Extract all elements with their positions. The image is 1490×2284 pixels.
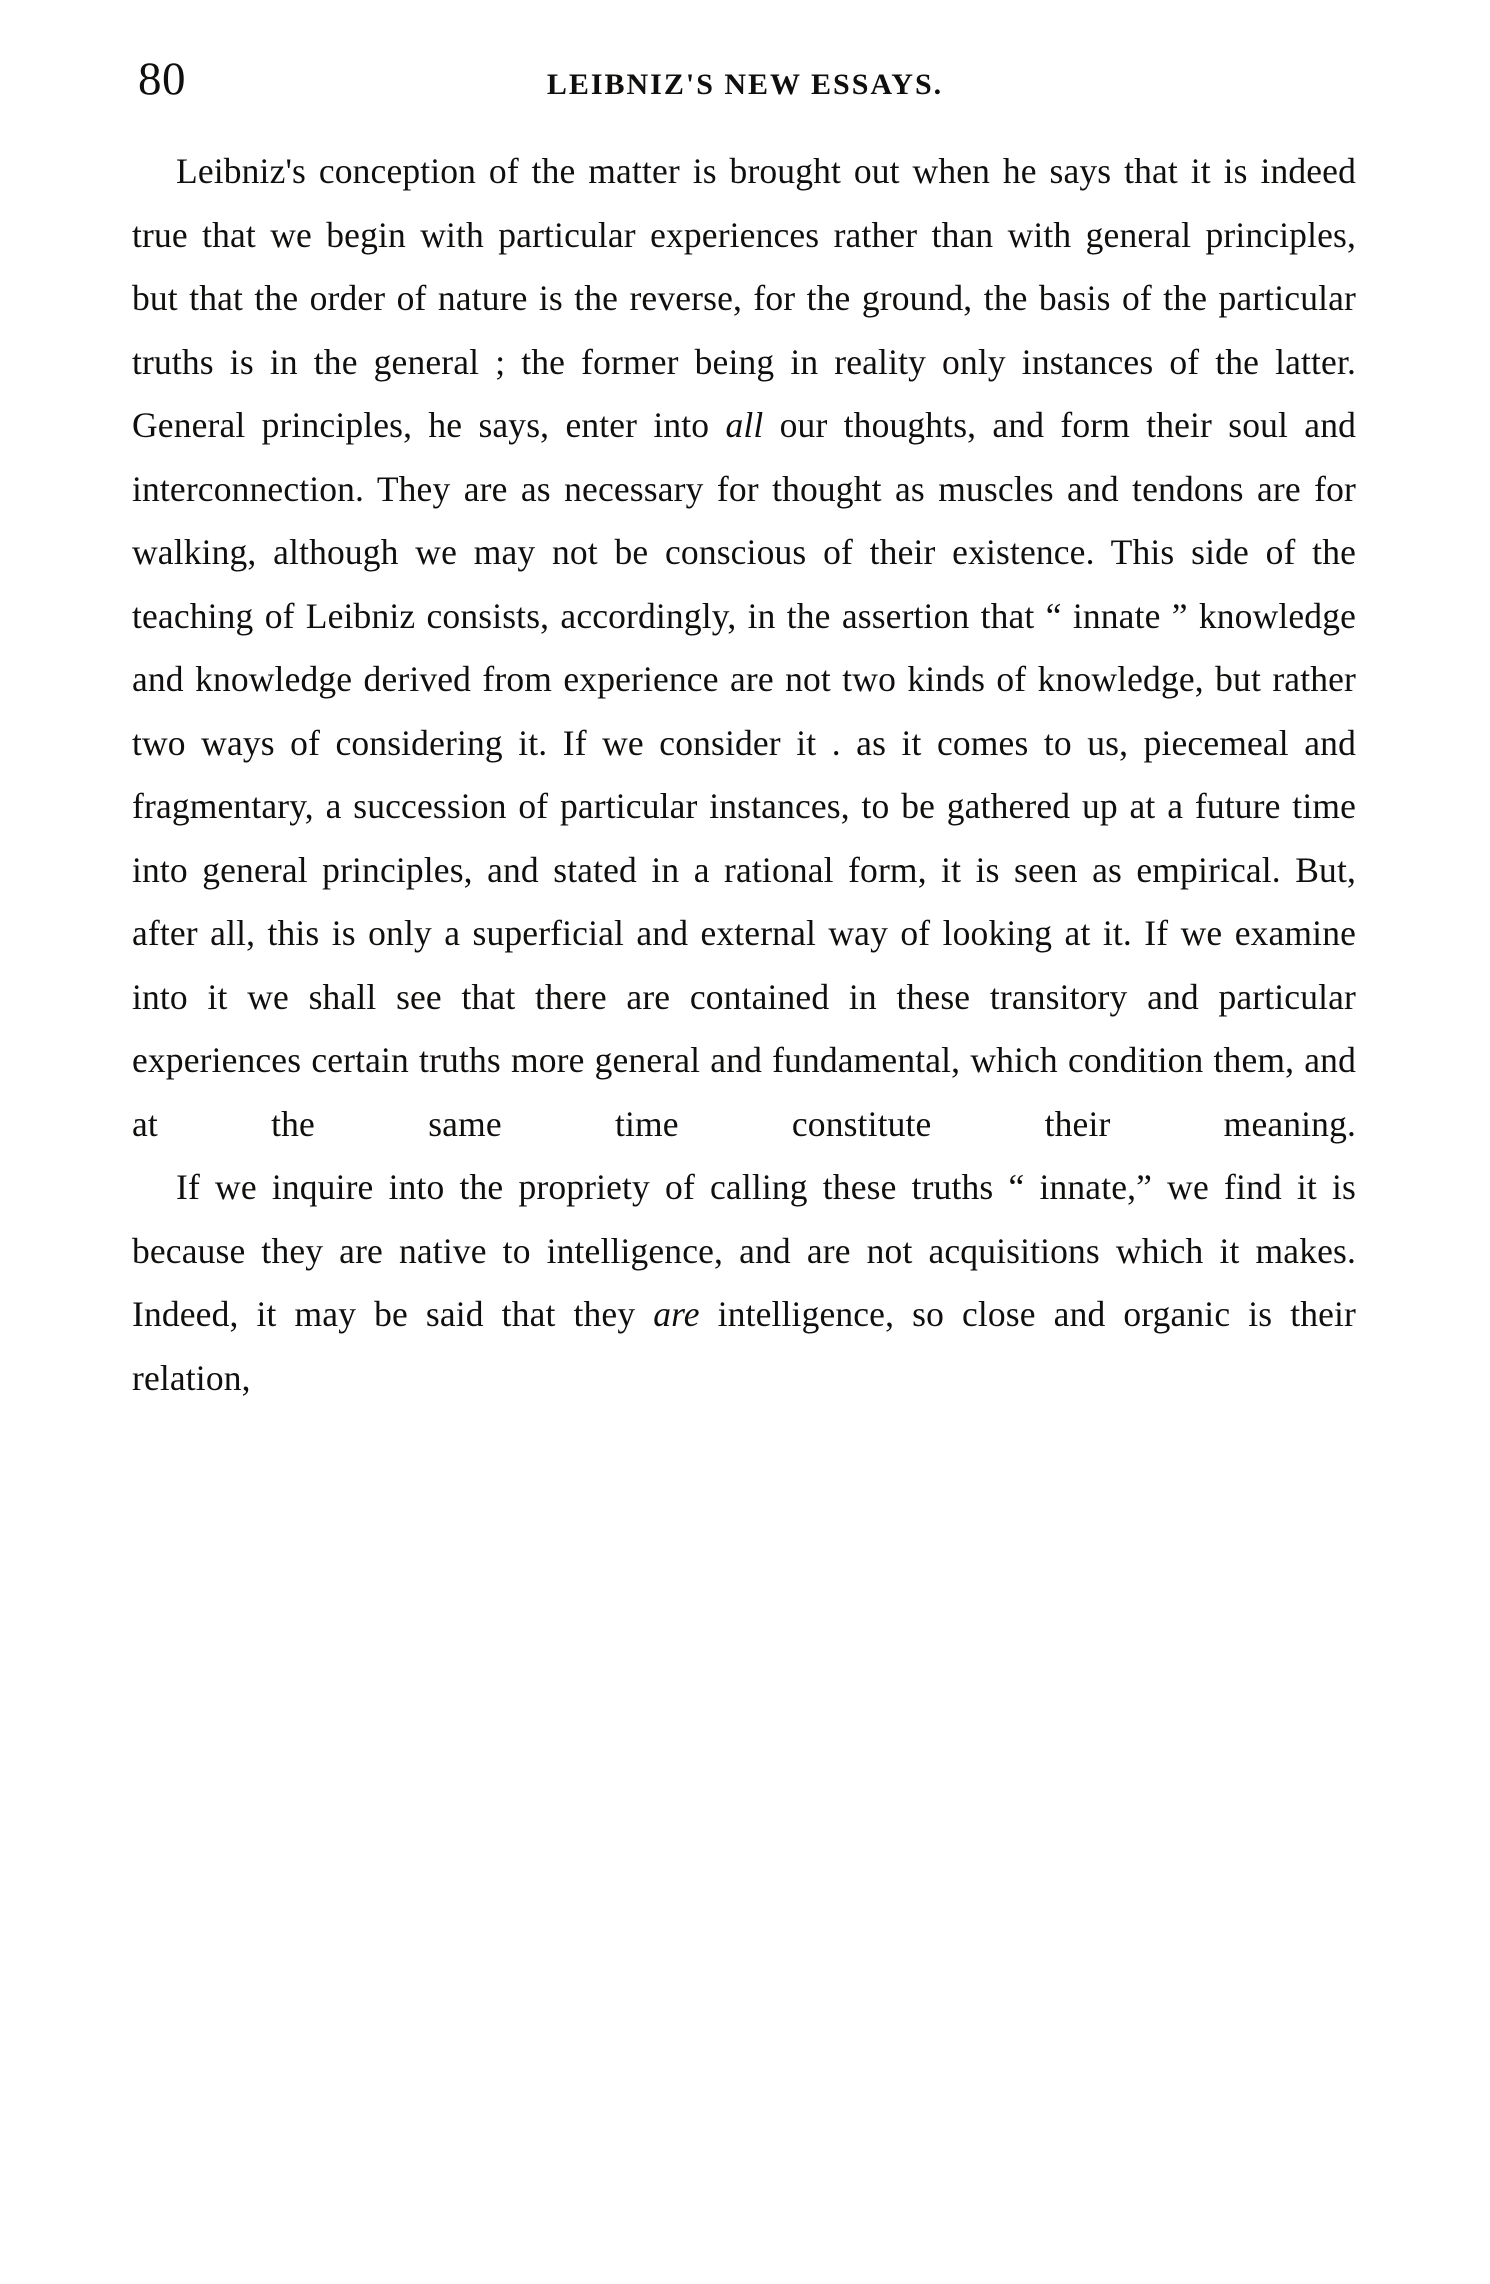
paragraph-emphasis-1: are bbox=[653, 1294, 700, 1334]
paragraph-text-part-1: If we inquire into the propriety of calling these truths “ innate,” we find it is because they are native to intelligence, and are not acquisitions which it makes. Indeed, it may be said that they bbox=[132, 1167, 1356, 1334]
paragraph-emphasis-1: all bbox=[725, 405, 764, 445]
page-header bbox=[0, 38, 1490, 105]
running-title: LEIBNIZ'S NEW ESSAYS. bbox=[546, 68, 944, 101]
page-number: 80 bbox=[138, 53, 186, 105]
paragraph-text-part-1: Leibniz's conception of the matter is brought out when he says that it is indeed true that we begin with particular experiences rather than with general principles, but that the order of nature is the reverse, for the ground, the basis of the particular truths is in the general ; the former being in reality only instances of the latter. General principles, he says, enter into bbox=[132, 151, 1356, 445]
paragraph bbox=[132, 140, 1356, 1156]
paragraph-text-part-2: our thoughts, and form their soul and interconnection. They are as necessary for thought as muscles and tendons are for walking, although we may not be conscious of their existence. This side of the teaching of Leibniz consists, accordingly, in the assertion that “ innate ” knowledge and knowledge derived from experience are not two kinds of knowledge, but rather two ways of considering it. If we consider it . as it comes to us, piecemeal and fragmentary, a succession of particular instances, to be gathered up at a future time into general principles, and stated in a rational form, it is seen as empirical. But, after all, this is only a superficial and external way of looking at it. If we examine into it we shall see that there are contained in these transitory and particular experiences certain truths more general and fundamental, which condition them, and at the same time constitute their meaning. bbox=[132, 405, 1356, 1144]
paragraph bbox=[132, 1156, 1356, 1410]
page-body bbox=[132, 140, 1356, 1410]
paragraph-text-part-2: intelligence, so close and organic is their relation, bbox=[132, 1294, 1356, 1398]
